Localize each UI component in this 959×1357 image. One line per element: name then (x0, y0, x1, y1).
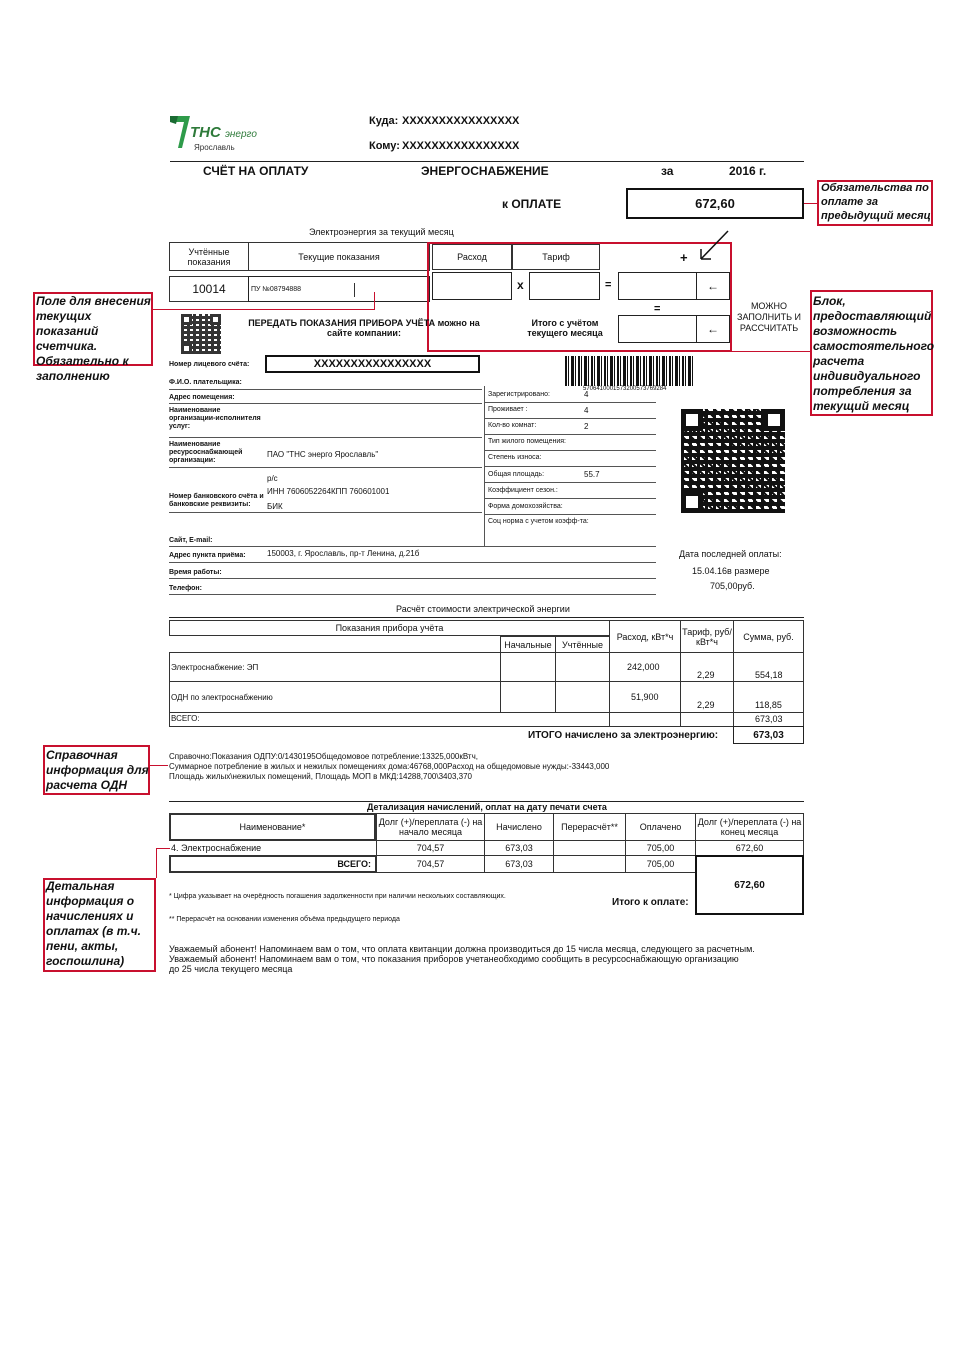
calc-row-2-tariff: 2,29 (697, 700, 715, 710)
detail-total-charged: 673,03 (484, 855, 554, 873)
office-line (169, 562, 656, 563)
living-line (484, 418, 656, 419)
small-qr-code (181, 314, 221, 354)
rooms-label: Кол-во комнат: (488, 422, 537, 429)
living-value: 4 (584, 406, 589, 415)
season-line (484, 498, 656, 499)
inn-value: ИНН 7606052264КПП 760601001 (267, 487, 390, 496)
calc-h-accounted: Учтённые (555, 636, 610, 653)
last-payment-line3: 705,00руб. (710, 581, 755, 591)
rooms-line (484, 434, 656, 435)
header-divider (170, 161, 804, 162)
org-line (169, 437, 482, 438)
reference-line2: Суммарное потребление в жилых и нежилых помещениях дома:46768,000Расход на общедомовые нужды:-33443,000 (169, 762, 610, 771)
fio-line (169, 389, 482, 390)
detail-h-name: Наименование* (169, 813, 376, 841)
service-name: ЭНЕРГОСНАБЖЕНИЕ (421, 164, 549, 178)
times-sign: x (517, 278, 524, 292)
detail-h-charged: Начислено (484, 813, 554, 841)
payment-amount: 672,60 (695, 196, 735, 211)
calc-h-tariff: Тариф, руб/кВт*ч (680, 620, 734, 653)
qr-large-finder-tr (763, 409, 785, 431)
calc-row-2-name: ОДН по электроснабжению (171, 693, 273, 702)
type-line (484, 450, 656, 451)
qr-finder-tl (181, 314, 192, 325)
fio-label: Ф.И.О. плательщика: (169, 379, 242, 386)
footnote-1: * Цифра указывает на очерёдность погашения задолженности при наличии нескольких составляющих. (169, 893, 506, 900)
detail-row-paid: 705,00 (625, 840, 696, 856)
calc-grand-label: ИТОГО начислено за электроэнергию: (528, 730, 719, 741)
calc-h-readings: Показания прибора учёта (169, 620, 610, 636)
detail-title: Детализация начислений, оплат на дату печати счета (367, 802, 607, 812)
can-fill-label: МОЖНО ЗАПОЛНИТЬ И РАССЧИТАТЬ (737, 301, 801, 333)
calc-row-1-sum: 554,18 (755, 670, 783, 680)
supplier-line (169, 467, 482, 468)
equals-sign-2: = (654, 303, 661, 315)
bill-title: СЧЁТ НА ОПЛАТУ (203, 164, 309, 178)
bank-line (169, 512, 482, 513)
area-label: Общая площадь: (488, 471, 545, 478)
note-block-connector (732, 351, 810, 352)
calc-total-row (169, 712, 804, 727)
calc-row-1-name: Электроснабжение: ЭП (171, 663, 259, 672)
reminder-line2: Уважаемый абонент! Напоминаем вам о том, что показания приборов учетанеобходимо сообщить в ресурсоснабжающую организацию (169, 954, 739, 964)
detail-row-debt-end: 672,60 (695, 840, 804, 856)
note-detail: Детальная информация о начислениях и оплатах (в т.ч. пени, акты, госпошлина) (46, 879, 141, 968)
usage-input[interactable] (432, 272, 512, 300)
calc-total-label: ВСЕГО: (171, 714, 200, 723)
calc-top-rule (169, 617, 804, 618)
last-payment-line2: 15.04.16в размере (692, 566, 770, 576)
norm-label: Соц норма с учетом коэфф-та: (488, 518, 589, 525)
payment-amount-box (626, 188, 804, 219)
note-field-connector-v (374, 292, 375, 309)
note-detail-connector-v (156, 848, 157, 878)
rooms-value: 2 (584, 422, 589, 431)
hours-label: Время работы: (169, 569, 222, 576)
logo-brand: ТНС (190, 124, 221, 141)
note-reference-connector (150, 765, 168, 766)
col-current-header: Текущие показания (248, 242, 430, 271)
household-label: Форма домохозяйства: (488, 503, 563, 510)
barcode-number: 5706410001573200573769284 (583, 386, 667, 392)
col-tariff-header: Тариф (512, 244, 600, 270)
site-label: Сайт, E-mail: (169, 537, 213, 544)
office-label: Адрес пункта приёма: (169, 552, 246, 559)
address-line (169, 403, 482, 404)
supplier-value: ПАО "ТНС энерго Ярославль" (267, 450, 379, 459)
detail-row-charged: 673,03 (484, 840, 554, 856)
qr-large-finder-tl (681, 409, 703, 431)
accounted-value: 10014 (169, 276, 249, 302)
usage-result-divider (696, 272, 697, 300)
bik-value: БИК (267, 502, 283, 511)
to-value: XXXXXXXXXXXXXXXX (402, 115, 520, 127)
type-label: Тип жилого помещения: (488, 438, 566, 445)
reading-separator (354, 283, 355, 297)
note-block-calc: Блок, предоставляющий возможность самостоятельного расчета индивидуального потребления за текущий месяц (813, 294, 935, 413)
logo-brand-sub: энерго (225, 129, 257, 140)
qr-finder-bl (181, 343, 192, 354)
col-usage-header: Расход (432, 244, 512, 270)
detail-h-debt-end: Долг (+)/переплата (-) на конец месяца (695, 813, 804, 841)
last-payment-line1: Дата последней оплаты: (679, 549, 782, 559)
note-obligations-connector (804, 203, 817, 204)
office-value: 150003, г. Ярославль, пр-т Ленина, д.21б (267, 549, 420, 558)
payment-label: к ОПЛАТЕ (502, 197, 562, 211)
note-obligations: Обязательства по оплате за предыдущий месяц (821, 182, 931, 222)
site-line (169, 546, 656, 547)
wear-label: Степень износа: (488, 454, 542, 461)
calc-row-1-tariff: 2,29 (697, 670, 715, 680)
detail-row-name: 4. Электроснабжение (171, 843, 262, 853)
equals-sign: = (605, 279, 612, 291)
arrow-icon: ← (707, 279, 719, 293)
current-reading-input[interactable] (248, 276, 430, 302)
calc-row-1-usage: 242,000 (627, 662, 660, 672)
plus-sign: + (680, 250, 688, 265)
calc-h-initial: Начальные (500, 636, 556, 653)
detail-row-recalc (553, 840, 626, 856)
period-label: за (661, 164, 674, 178)
to-pay-label: Итого к оплате: (612, 897, 689, 908)
note-reference: Справочная информация для расчета ОДН (46, 748, 149, 792)
barcode (565, 356, 693, 386)
org-label: Наименование организации-исполнителя услуг: (169, 407, 261, 430)
meter-number: ПУ №08794888 (251, 286, 302, 293)
property-vertical (484, 386, 485, 546)
tariff-input[interactable] (529, 272, 600, 300)
area-value: 55.7 (584, 470, 600, 479)
bank-label: Номер банковского счёта и банковские реквизиты: (169, 493, 264, 508)
household-line (484, 514, 656, 515)
calc-h-usage: Расход, кВт*ч (609, 620, 681, 653)
living-label: Проживает : (488, 406, 528, 413)
calc-grand-box (733, 726, 804, 744)
supplier-label: Наименование ресурсоснабжающей организации: (169, 441, 243, 464)
detail-total-paid: 705,00 (625, 855, 696, 873)
note-detail-connector (156, 848, 170, 849)
diagonal-arrow-icon (697, 229, 731, 263)
footnote-2: ** Перерасчёт на основании изменения объёма предыдущего периода (169, 916, 400, 923)
calc-h-sum: Сумма, руб. (733, 620, 804, 653)
detail-total-debt-start: 704,57 (376, 855, 485, 873)
reference-line1: Справочно:Показания ОДПУ:0/1430195Общедомовое потребление:13325,000кВтч, (169, 752, 478, 761)
area-line (484, 482, 656, 483)
calc-row-2-usage: 51,900 (631, 692, 659, 702)
note-field-current: Поле для внесения текущих показаний счетчика. Обязательно к заполнению (36, 294, 151, 383)
address-label: Адрес помещения: (169, 394, 235, 401)
to-pay-value: 672,60 (734, 879, 765, 891)
total-month-label: Итого с учётом текущего месяца (527, 318, 603, 338)
reference-line3: Площадь жилых\нежилых помещений, Площадь МОП в МКД:14288,700\3403,370 (169, 772, 472, 781)
detail-row-debt-start: 704,57 (376, 840, 485, 856)
arrow-icon-2: ← (707, 322, 719, 336)
detail-total-label: ВСЕГО: (169, 855, 377, 873)
season-label: Коэффициент сезон.: (488, 487, 558, 494)
total-month-divider (696, 315, 697, 343)
phone-line (169, 594, 656, 595)
transmit-text: ПЕРЕДАТЬ ПОКАЗАНИЯ ПРИБОРА УЧЁТА можно на сайте компании: (248, 318, 480, 338)
registered-value: 4 (584, 390, 589, 399)
col-accounted-header: Учтённые показания (169, 242, 249, 271)
calc-grand-value: 673,03 (753, 729, 784, 741)
whom-label: Кому: (369, 140, 400, 152)
company-logo (168, 112, 268, 156)
to-label: Куда: (369, 115, 399, 127)
detail-h-recalc: Перерасчёт** (553, 813, 626, 841)
detail-total-recalc (553, 855, 626, 873)
reminder-line3: до 25 числа текущего месяца (169, 964, 293, 974)
meter-section-title: Электроэнергия за текущий месяц (309, 227, 454, 237)
registered-label: Зарегистрировано: (488, 391, 550, 398)
detail-h-debt-start: Долг (+)/переплата (-) на начало месяца (376, 813, 485, 841)
phone-label: Телефон: (169, 585, 202, 592)
whom-value: XXXXXXXXXXXXXXXX (402, 140, 520, 152)
to-pay-box (695, 855, 804, 915)
calc-row-2-sum: 118,85 (755, 700, 782, 710)
account-label: Номер лицевого счёта: (169, 361, 250, 368)
detail-h-paid: Оплачено (625, 813, 696, 841)
account-number-box (265, 355, 480, 373)
large-qr-code (681, 409, 785, 513)
account-number: XXXXXXXXXXXXXXXX (313, 358, 432, 370)
period-year: 2016 г. (729, 164, 767, 178)
hours-line (169, 578, 656, 579)
calc-title: Расчёт стоимости электрической энергии (396, 604, 570, 614)
note-field-connector-h (153, 309, 375, 310)
qr-finder-tr (210, 314, 221, 325)
wear-line (484, 466, 656, 467)
calc-total-sum: 673,03 (755, 714, 783, 724)
rs-label: р/с (267, 474, 278, 483)
reminder-line1: Уважаемый абонент! Напоминаем вам о том, что оплата квитанции должна производиться до 15 числа месяца, следующего за расчетным. (169, 944, 755, 954)
registered-line (484, 402, 656, 403)
qr-large-finder-bl (681, 491, 703, 513)
logo-city: Ярославль (194, 143, 235, 152)
